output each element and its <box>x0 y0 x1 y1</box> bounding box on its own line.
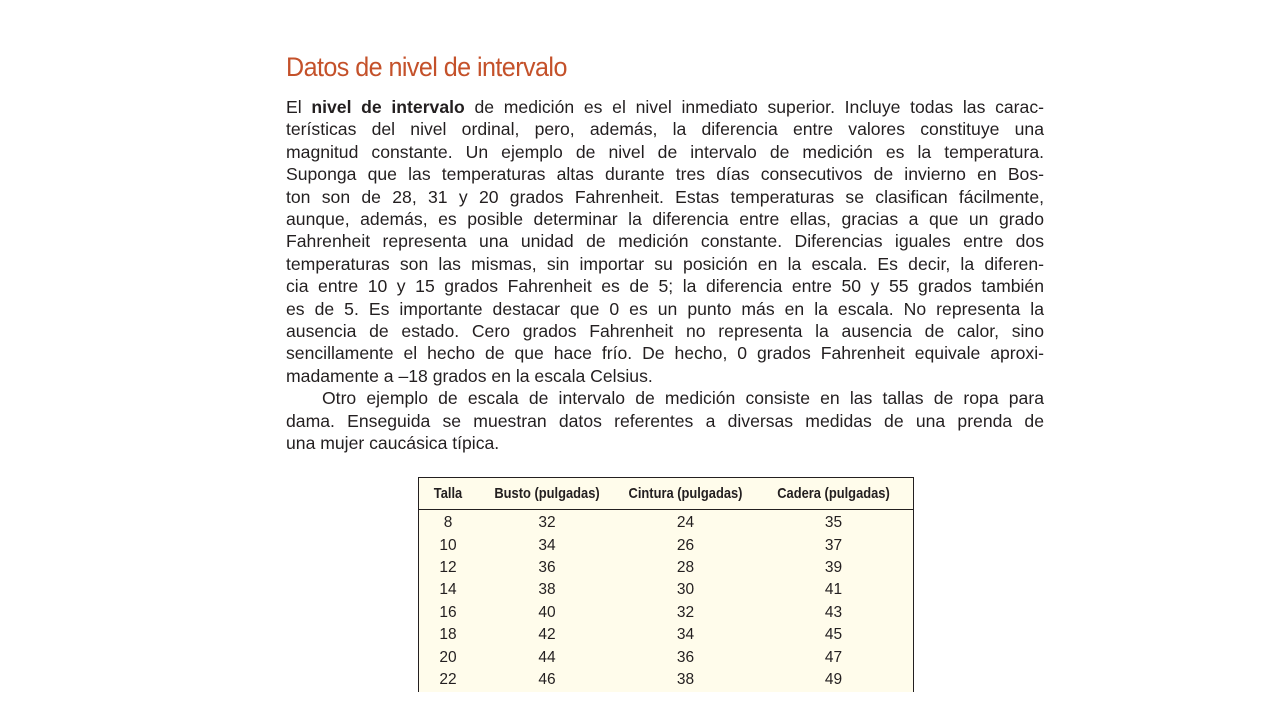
cell-cadera: 49 <box>824 670 843 688</box>
paragraph-line: ton son de 28, 31 y 20 grados Fahrenheit. Estas temperaturas se clasifican fácilmente, <box>286 186 1044 207</box>
cell-busto: 42 <box>538 626 556 644</box>
cell-cintura: 28 <box>676 558 695 576</box>
page-content <box>286 52 1044 455</box>
cell-cintura: 38 <box>676 670 695 688</box>
cell-cintura: 32 <box>676 603 695 621</box>
paragraph-line: Suponga que las temperaturas altas durante tres días consecutivos de invierno en Bos- <box>286 164 1044 185</box>
sizes-table <box>419 478 913 691</box>
cell-talla: 10 <box>439 536 457 554</box>
header-busto: Busto (pulgadas) <box>487 478 607 510</box>
cell-busto: 32 <box>538 514 556 532</box>
cell-talla: 22 <box>439 670 457 688</box>
paragraph-line: ausencia de estado. Cero grados Fahrenheit no representa la ausencia de calor, sino <box>286 321 1044 342</box>
paragraph-line: magnitud constante. Un ejemplo de nivel de intervalo de medición es la temperatura. <box>286 141 1044 162</box>
cell-busto: 44 <box>538 648 556 666</box>
table-row <box>419 557 913 579</box>
paragraph-line <box>286 96 1044 118</box>
paragraph-line: aunque, además, es posible determinar la diferencia entre ellas, gracias a que un grado <box>286 209 1044 230</box>
paragraph-line: Fahrenheit representa una unidad de medición constante. Diferencias iguales entre dos <box>286 231 1044 252</box>
cell-cadera: 35 <box>824 514 843 532</box>
header-cintura: Cintura (pulgadas) <box>627 478 745 510</box>
table-row <box>419 624 913 646</box>
table-row <box>419 602 913 624</box>
paragraph-line: madamente a –18 grados en la escala Celsius. <box>286 365 653 386</box>
paragraph-interval-level <box>286 96 1044 387</box>
bold-term: nivel de intervalo <box>311 97 465 117</box>
cell-busto: 34 <box>538 536 556 554</box>
text-run: El <box>286 97 312 117</box>
table-row <box>419 534 913 556</box>
paragraph-clothing-example <box>286 387 1044 454</box>
cell-cintura: 36 <box>676 648 695 666</box>
cell-cintura: 24 <box>676 514 695 532</box>
section-heading: Datos de nivel de intervalo <box>286 52 567 82</box>
cell-cadera: 39 <box>824 558 843 576</box>
table-row <box>419 646 913 668</box>
cell-busto: 36 <box>538 558 556 576</box>
header-talla: Talla <box>423 478 473 510</box>
cell-busto: 38 <box>538 581 556 599</box>
cell-talla: 12 <box>439 558 457 576</box>
table-row <box>419 669 913 691</box>
cell-talla: 16 <box>439 603 457 621</box>
cell-talla: 14 <box>439 581 457 599</box>
cell-cadera: 41 <box>824 581 843 599</box>
cell-cadera: 45 <box>824 626 843 644</box>
cell-cadera: 43 <box>824 603 843 621</box>
paragraph-line: una mujer caucásica típica. <box>286 433 500 454</box>
paragraph-line: dama. Enseguida se muestran datos referentes a diversas medidas de una prenda de <box>286 410 1044 431</box>
cell-talla: 18 <box>439 626 457 644</box>
paragraph-line: Otro ejemplo de escala de intervalo de medición consiste en las tallas de ropa para <box>322 388 1044 409</box>
header-cadera: Cadera (pulgadas) <box>765 478 902 510</box>
paragraph-line: es de 5. Es importante destacar que 0 es un punto más en la escala. No representa la <box>286 298 1044 319</box>
cell-busto: 46 <box>538 670 556 688</box>
table-row <box>419 579 913 601</box>
cell-talla: 20 <box>439 648 457 666</box>
paragraph-line: cia entre 10 y 15 grados Fahrenheit es de 5; la diferencia entre 50 y 55 grados también <box>286 276 1044 297</box>
paragraph-line: sencillamente el hecho de que hace frío. De hecho, 0 grados Fahrenheit equivale aproxi- <box>286 343 1044 364</box>
paragraph-line: temperaturas son las mismas, sin importar su posición en la escala. Es decir, la diferen- <box>286 253 1044 274</box>
sizes-table-container <box>418 477 914 692</box>
cell-talla: 8 <box>443 514 453 532</box>
cell-cadera: 37 <box>824 536 843 554</box>
cell-cintura: 30 <box>676 581 695 599</box>
paragraph-line: terísticas del nivel ordinal, pero, además, la diferencia entre valores constituye una <box>286 119 1044 140</box>
text-run: de medición es el nivel inmediato superior. Incluye todas las carac- <box>464 97 1044 117</box>
cell-cintura: 34 <box>676 626 695 644</box>
cell-cintura: 26 <box>676 536 695 554</box>
table-header-row <box>419 478 913 510</box>
cell-cadera: 47 <box>824 648 843 666</box>
cell-busto: 40 <box>538 603 556 621</box>
table-body <box>419 510 913 692</box>
table-row <box>419 510 913 535</box>
